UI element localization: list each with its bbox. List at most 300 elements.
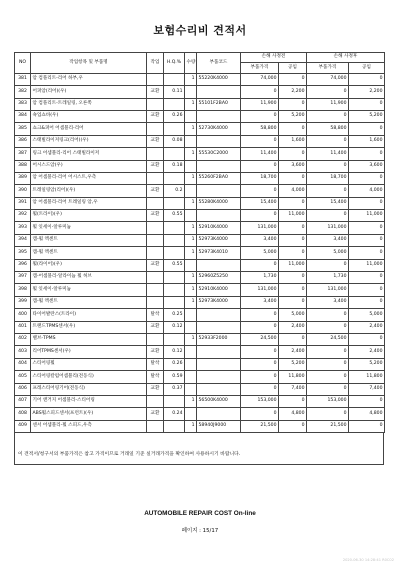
header-qty: 수량 bbox=[185, 53, 197, 74]
cell-item-name: 기어 앤거지 어셈블리-스티어링 bbox=[31, 395, 147, 407]
cell-item-name: 스티어링칼럼어셈블리(전동식) bbox=[31, 371, 147, 383]
cell-labor-before: 0 bbox=[279, 222, 307, 234]
cell-hq: 0.37 bbox=[164, 383, 185, 395]
cell-qty bbox=[185, 358, 197, 370]
cell-labor-after: 0 bbox=[349, 148, 385, 160]
table-row bbox=[15, 333, 385, 345]
cell-labor-after: 0 bbox=[349, 272, 385, 284]
table-gap bbox=[14, 433, 384, 445]
table-row bbox=[15, 98, 385, 110]
table-row bbox=[15, 358, 385, 370]
cell-qty: 1 bbox=[185, 296, 197, 308]
cell-work-code: 교환 bbox=[147, 383, 164, 395]
cell-no: 406 bbox=[15, 383, 31, 395]
cell-price-before: 11,900 bbox=[241, 98, 279, 110]
cell-labor-before: 0 bbox=[279, 272, 307, 284]
cell-work-code: 교환 bbox=[147, 135, 164, 147]
cell-hq bbox=[164, 148, 185, 160]
cell-hq: 0.12 bbox=[164, 321, 185, 333]
cell-labor-after: 11,000 bbox=[349, 259, 385, 271]
cell-price-before: 0 bbox=[241, 309, 279, 321]
header-labor-after: 공임 bbox=[349, 63, 385, 73]
table-row bbox=[15, 185, 385, 197]
table-row bbox=[15, 309, 385, 321]
cell-labor-after: 4,000 bbox=[349, 185, 385, 197]
cell-part-code: 52973K4000 bbox=[197, 234, 241, 246]
cell-hq: 0.24 bbox=[164, 408, 185, 420]
cell-qty bbox=[185, 383, 197, 395]
cell-qty bbox=[185, 408, 197, 420]
cell-no: 398 bbox=[15, 284, 31, 296]
cell-item-name: 휠 잇세이-알루미늄 bbox=[31, 284, 147, 296]
cell-hq bbox=[164, 420, 185, 432]
cell-part-code bbox=[197, 210, 241, 222]
cell-no: 403 bbox=[15, 346, 31, 358]
cell-part-code: 55260F2BA0 bbox=[197, 172, 241, 184]
cell-qty: 1 bbox=[185, 148, 197, 160]
table-row bbox=[15, 197, 385, 209]
cell-price-after: 0 bbox=[307, 309, 349, 321]
cell-item-name: 트레일링암(리어)(우) bbox=[31, 185, 147, 197]
cell-price-after: 0 bbox=[307, 185, 349, 197]
cell-labor-after: 0 bbox=[349, 234, 385, 246]
cell-price-before: 3,400 bbox=[241, 234, 279, 246]
table-row bbox=[15, 321, 385, 333]
cell-work-code bbox=[147, 272, 164, 284]
cell-item-name: 트랜드TPMS센서(우) bbox=[31, 321, 147, 333]
cell-price-before: 15,400 bbox=[241, 197, 279, 209]
cell-price-after: 0 bbox=[307, 358, 349, 370]
table-row bbox=[15, 259, 385, 271]
cell-labor-after: 0 bbox=[349, 172, 385, 184]
cell-item-name: 캡-휠 액센트 bbox=[31, 296, 147, 308]
cell-qty bbox=[185, 346, 197, 358]
cell-price-after: 3,400 bbox=[307, 296, 349, 308]
cell-labor-before: 11,000 bbox=[279, 210, 307, 222]
cell-work-code bbox=[147, 296, 164, 308]
table-row bbox=[15, 86, 385, 98]
cell-work-code bbox=[147, 333, 164, 345]
cell-qty bbox=[185, 110, 197, 122]
cell-no: 393 bbox=[15, 222, 31, 234]
print-timestamp: 2020-06-30 14:28:41 R0C02 bbox=[342, 558, 394, 562]
table-row bbox=[15, 160, 385, 172]
cell-labor-after: 5,000 bbox=[349, 309, 385, 321]
cell-item-name: 센서 어셈블리-휠 스피드,우측 bbox=[31, 420, 147, 432]
cell-qty: 1 bbox=[185, 234, 197, 246]
cell-labor-before: 0 bbox=[279, 172, 307, 184]
cell-price-after: 1,730 bbox=[307, 272, 349, 284]
header-part-code: 부품코드 bbox=[197, 53, 241, 74]
cell-labor-before: 0 bbox=[279, 247, 307, 259]
cell-labor-before: 3,600 bbox=[279, 160, 307, 172]
cell-work-code: 탈착 bbox=[147, 358, 164, 370]
cell-no: 395 bbox=[15, 247, 31, 259]
cell-price-before: 0 bbox=[241, 210, 279, 222]
cell-part-code bbox=[197, 110, 241, 122]
cell-labor-after: 0 bbox=[349, 395, 385, 407]
cell-labor-before: 2,200 bbox=[279, 86, 307, 98]
cell-part-code bbox=[197, 309, 241, 321]
cell-part-code bbox=[197, 259, 241, 271]
cell-labor-after: 0 bbox=[349, 98, 385, 110]
cell-no: 385 bbox=[15, 123, 31, 135]
cell-hq bbox=[164, 247, 185, 259]
cell-labor-before: 4,800 bbox=[279, 408, 307, 420]
table-row bbox=[15, 234, 385, 246]
document-title: 보험수리비 견적서 bbox=[153, 24, 247, 37]
table-row bbox=[15, 247, 385, 259]
header-work-item: 작업항목 및 부품명 bbox=[31, 53, 147, 74]
cell-work-code bbox=[147, 98, 164, 110]
cell-work-code: 교환 bbox=[147, 160, 164, 172]
cell-work-code bbox=[147, 234, 164, 246]
cell-price-after: 18,700 bbox=[307, 172, 349, 184]
cell-labor-after: 0 bbox=[349, 197, 385, 209]
cell-no: 390 bbox=[15, 185, 31, 197]
cell-work-code bbox=[147, 123, 164, 135]
cell-item-name: 휠(라이어)(우) bbox=[31, 259, 147, 271]
cell-work-code bbox=[147, 222, 164, 234]
cell-no: 387 bbox=[15, 148, 31, 160]
cell-qty: 1 bbox=[185, 172, 197, 184]
cell-price-after: 58,800 bbox=[307, 123, 349, 135]
cell-qty: 1 bbox=[185, 284, 197, 296]
cell-price-after: 0 bbox=[307, 259, 349, 271]
cell-part-code: 56500K4000 bbox=[197, 395, 241, 407]
cell-item-name: ABS휠스피드센서(프런트)(우) bbox=[31, 408, 147, 420]
cell-price-after: 153,000 bbox=[307, 395, 349, 407]
cell-no: 399 bbox=[15, 296, 31, 308]
cell-item-name: 암 컴플리트-트레일링, 오른쪽 bbox=[31, 98, 147, 110]
cell-qty bbox=[185, 259, 197, 271]
cell-hq bbox=[164, 172, 185, 184]
cell-price-before: 131,000 bbox=[241, 284, 279, 296]
cell-price-after: 15,400 bbox=[307, 197, 349, 209]
cell-hq: 0.26 bbox=[164, 110, 185, 122]
cell-no: 405 bbox=[15, 371, 31, 383]
cell-labor-before: 11,000 bbox=[279, 259, 307, 271]
cell-price-before: 0 bbox=[241, 346, 279, 358]
cell-item-name: 링크 어셈블리-리어 스태빌라이저 bbox=[31, 148, 147, 160]
cell-item-name: 휠(트라이)(우) bbox=[31, 210, 147, 222]
cell-qty: 1 bbox=[185, 333, 197, 345]
cell-part-code: 52933F2000 bbox=[197, 333, 241, 345]
cell-part-code bbox=[197, 346, 241, 358]
cell-labor-before: 2,400 bbox=[279, 321, 307, 333]
cell-no: 400 bbox=[15, 309, 31, 321]
cell-price-after: 131,000 bbox=[307, 284, 349, 296]
header-labor-before: 공임 bbox=[279, 63, 307, 73]
cell-qty: 1 bbox=[185, 395, 197, 407]
table-row bbox=[15, 73, 385, 85]
cell-labor-before: 0 bbox=[279, 73, 307, 85]
cell-price-before: 0 bbox=[241, 321, 279, 333]
table-row bbox=[15, 272, 385, 284]
cell-part-code bbox=[197, 160, 241, 172]
cell-price-before: 153,000 bbox=[241, 395, 279, 407]
cell-price-after: 0 bbox=[307, 346, 349, 358]
cell-labor-before: 2,400 bbox=[279, 346, 307, 358]
cell-price-after: 24,500 bbox=[307, 333, 349, 345]
cell-qty: 1 bbox=[185, 247, 197, 259]
cell-item-name: 암 컴플리트-리어 하부,우 bbox=[31, 73, 147, 85]
cell-labor-after: 0 bbox=[349, 284, 385, 296]
cell-labor-after: 1,600 bbox=[349, 135, 385, 147]
cell-item-name: 쇼크&퍼어 어셈블리-리어 bbox=[31, 123, 147, 135]
cell-hq bbox=[164, 333, 185, 345]
cell-no: 382 bbox=[15, 86, 31, 98]
footer-title: AUTOMOBILE REPAIR COST On-line bbox=[144, 510, 256, 517]
cell-hq: 0.59 bbox=[164, 371, 185, 383]
cell-labor-after: 7,400 bbox=[349, 383, 385, 395]
cell-item-name: 타이어발란스(트라이) bbox=[31, 309, 147, 321]
cell-labor-after: 2,400 bbox=[349, 346, 385, 358]
cell-work-code: 교환 bbox=[147, 86, 164, 98]
header-price-before: 부품가격 bbox=[241, 63, 279, 73]
cell-part-code: 52960Z5250 bbox=[197, 272, 241, 284]
cell-price-after: 3,400 bbox=[307, 234, 349, 246]
cell-qty: 1 bbox=[185, 420, 197, 432]
cell-work-code: 교환 bbox=[147, 259, 164, 271]
cell-price-before: 0 bbox=[241, 86, 279, 98]
header-no: NO bbox=[15, 53, 31, 74]
cell-no: 407 bbox=[15, 395, 31, 407]
cell-labor-after: 11,000 bbox=[349, 210, 385, 222]
cell-labor-before: 1,600 bbox=[279, 135, 307, 147]
cell-part-code: 55530C2000 bbox=[197, 148, 241, 160]
cell-hq bbox=[164, 296, 185, 308]
cell-qty: 1 bbox=[185, 98, 197, 110]
cell-no: 383 bbox=[15, 98, 31, 110]
cell-labor-after: 5,200 bbox=[349, 358, 385, 370]
cell-price-after: 74,000 bbox=[307, 73, 349, 85]
cell-price-after: 131,000 bbox=[307, 222, 349, 234]
cell-item-name: 캡-휠 액센트 bbox=[31, 234, 147, 246]
cell-qty bbox=[185, 185, 197, 197]
cell-work-code bbox=[147, 172, 164, 184]
cell-hq bbox=[164, 272, 185, 284]
cell-hq bbox=[164, 222, 185, 234]
cell-part-code: 58940J9000 bbox=[197, 420, 241, 432]
cell-price-before: 24,500 bbox=[241, 333, 279, 345]
cell-hq bbox=[164, 98, 185, 110]
header-price-after: 부품가격 bbox=[307, 63, 349, 73]
cell-labor-before: 7,400 bbox=[279, 383, 307, 395]
cell-price-before: 21,500 bbox=[241, 420, 279, 432]
cell-labor-after: 0 bbox=[349, 123, 385, 135]
cell-labor-after: 4,800 bbox=[349, 408, 385, 420]
cell-labor-before: 0 bbox=[279, 284, 307, 296]
cell-price-before: 58,800 bbox=[241, 123, 279, 135]
cell-no: 381 bbox=[15, 73, 31, 85]
cell-work-code: 교환 bbox=[147, 110, 164, 122]
cell-work-code bbox=[147, 73, 164, 85]
cell-qty: 1 bbox=[185, 197, 197, 209]
cell-work-code: 탈착 bbox=[147, 309, 164, 321]
cell-labor-after: 11,800 bbox=[349, 371, 385, 383]
cell-hq: 0.11 bbox=[164, 86, 185, 98]
cell-price-before: 11,400 bbox=[241, 148, 279, 160]
cell-work-code: 교환 bbox=[147, 408, 164, 420]
cell-price-before: 131,000 bbox=[241, 222, 279, 234]
cell-part-code bbox=[197, 86, 241, 98]
table-row bbox=[15, 148, 385, 160]
cell-part-code: 52910K4000 bbox=[197, 284, 241, 296]
table-row bbox=[15, 284, 385, 296]
cell-part-code bbox=[197, 358, 241, 370]
cell-part-code bbox=[197, 371, 241, 383]
cell-work-code: 탈착 bbox=[147, 371, 164, 383]
cell-no: 404 bbox=[15, 358, 31, 370]
cell-price-before: 0 bbox=[241, 358, 279, 370]
cell-labor-before: 0 bbox=[279, 197, 307, 209]
cell-price-before: 0 bbox=[241, 110, 279, 122]
cell-qty: 1 bbox=[185, 73, 197, 85]
cell-hq: 0.55 bbox=[164, 259, 185, 271]
cell-part-code: 55220K4000 bbox=[197, 73, 241, 85]
cell-labor-after: 3,600 bbox=[349, 160, 385, 172]
table-row bbox=[15, 172, 385, 184]
cell-no: 386 bbox=[15, 135, 31, 147]
cell-item-name: 캡-휠 액센트 bbox=[31, 247, 147, 259]
cell-work-code bbox=[147, 284, 164, 296]
cell-no: 401 bbox=[15, 321, 31, 333]
cell-price-after: 5,000 bbox=[307, 247, 349, 259]
cell-part-code: 52973K4010 bbox=[197, 247, 241, 259]
cell-hq bbox=[164, 197, 185, 209]
table-row bbox=[15, 395, 385, 407]
cell-item-name: 쇽업쇼바(우) bbox=[31, 110, 147, 122]
cell-no: 402 bbox=[15, 333, 31, 345]
cell-item-name: 캡-어셈블리-알라이늄 휠 허브 bbox=[31, 272, 147, 284]
cell-no: 396 bbox=[15, 259, 31, 271]
cell-hq bbox=[164, 284, 185, 296]
cell-hq: 0.25 bbox=[164, 309, 185, 321]
cell-work-code bbox=[147, 420, 164, 432]
cell-no: 388 bbox=[15, 160, 31, 172]
cell-work-code bbox=[147, 395, 164, 407]
cell-price-after: 0 bbox=[307, 210, 349, 222]
page-number: 페이지 : 15/17 bbox=[181, 528, 219, 534]
cell-no: 408 bbox=[15, 408, 31, 420]
cell-price-after: 21,500 bbox=[307, 420, 349, 432]
cell-price-before: 0 bbox=[241, 371, 279, 383]
cell-part-code bbox=[197, 321, 241, 333]
cell-labor-after: 0 bbox=[349, 222, 385, 234]
table-row bbox=[15, 296, 385, 308]
cell-item-name: 밸브-TPMS bbox=[31, 333, 147, 345]
cell-price-after: 0 bbox=[307, 383, 349, 395]
cell-qty bbox=[185, 309, 197, 321]
cell-no: 389 bbox=[15, 172, 31, 184]
cell-price-before: 0 bbox=[241, 383, 279, 395]
cell-hq: 0.18 bbox=[164, 160, 185, 172]
cell-item-name: 어퍼암(리어)(우) bbox=[31, 86, 147, 98]
header-before-adjust: 손해 사정전 bbox=[241, 53, 307, 63]
table-row bbox=[15, 420, 385, 432]
cell-hq: 0.08 bbox=[164, 135, 185, 147]
cell-item-name: 스티어링휠 bbox=[31, 358, 147, 370]
header-work-code: 작업 bbox=[147, 53, 164, 74]
cell-part-code: 55101F2BA0 bbox=[197, 98, 241, 110]
cell-item-name: 암 어셈블리-리어 트레일링 암,우 bbox=[31, 197, 147, 209]
cell-labor-before: 0 bbox=[279, 296, 307, 308]
cell-labor-after: 0 bbox=[349, 296, 385, 308]
cell-work-code bbox=[147, 148, 164, 160]
cell-labor-before: 0 bbox=[279, 420, 307, 432]
cell-qty bbox=[185, 160, 197, 172]
cell-price-before: 3,400 bbox=[241, 296, 279, 308]
header-hq: H.Q.% bbox=[164, 53, 185, 74]
cell-part-code bbox=[197, 185, 241, 197]
cell-labor-before: 0 bbox=[279, 234, 307, 246]
cell-hq bbox=[164, 73, 185, 85]
cell-qty bbox=[185, 86, 197, 98]
cell-item-name: 프레스티어링기어(전동식) bbox=[31, 383, 147, 395]
cell-labor-before: 0 bbox=[279, 333, 307, 345]
cell-hq: 0.12 bbox=[164, 346, 185, 358]
header-after-adjust: 손해 사정후 bbox=[307, 53, 385, 63]
cell-item-name: 암 어셈블리-리어 어시스트,우측 bbox=[31, 172, 147, 184]
table-row bbox=[15, 346, 385, 358]
cell-work-code: 교환 bbox=[147, 210, 164, 222]
cell-hq: 0.55 bbox=[164, 210, 185, 222]
cell-labor-after: 2,400 bbox=[349, 321, 385, 333]
cell-labor-after: 0 bbox=[349, 247, 385, 259]
estimate-table bbox=[14, 52, 385, 433]
estimate-sheet bbox=[14, 52, 384, 465]
cell-part-code: 52973K4000 bbox=[197, 296, 241, 308]
cell-no: 392 bbox=[15, 210, 31, 222]
cell-qty bbox=[185, 371, 197, 383]
cell-no: 394 bbox=[15, 234, 31, 246]
cell-price-after: 0 bbox=[307, 160, 349, 172]
cell-price-before: 0 bbox=[241, 135, 279, 147]
cell-hq bbox=[164, 123, 185, 135]
cell-hq: 0.26 bbox=[164, 358, 185, 370]
table-body bbox=[15, 73, 385, 432]
cell-price-after: 0 bbox=[307, 110, 349, 122]
cell-work-code: 교환 bbox=[147, 346, 164, 358]
table-row bbox=[15, 210, 385, 222]
cell-labor-after: 5,200 bbox=[349, 110, 385, 122]
cell-price-before: 74,000 bbox=[241, 73, 279, 85]
cell-price-after: 11,400 bbox=[307, 148, 349, 160]
cell-hq bbox=[164, 395, 185, 407]
cell-labor-after: 2,200 bbox=[349, 86, 385, 98]
cell-no: 391 bbox=[15, 197, 31, 209]
cell-part-code: 52910K4000 bbox=[197, 222, 241, 234]
table-row bbox=[15, 222, 385, 234]
cell-qty bbox=[185, 321, 197, 333]
cell-item-name: 스태빌라이져링크(리어)(우) bbox=[31, 135, 147, 147]
cell-labor-before: 0 bbox=[279, 123, 307, 135]
cell-item-name: 어시스드암(우) bbox=[31, 160, 147, 172]
table-row bbox=[15, 408, 385, 420]
cell-price-after: 0 bbox=[307, 321, 349, 333]
cell-no: 397 bbox=[15, 272, 31, 284]
cell-price-after: 0 bbox=[307, 371, 349, 383]
table-row bbox=[15, 110, 385, 122]
cell-price-before: 1,730 bbox=[241, 272, 279, 284]
cell-price-before: 0 bbox=[241, 185, 279, 197]
cell-qty: 1 bbox=[185, 272, 197, 284]
cell-work-code bbox=[147, 247, 164, 259]
cell-part-code bbox=[197, 383, 241, 395]
cell-item-name: 리어TPMS센서(우) bbox=[31, 346, 147, 358]
cell-no: 409 bbox=[15, 420, 31, 432]
